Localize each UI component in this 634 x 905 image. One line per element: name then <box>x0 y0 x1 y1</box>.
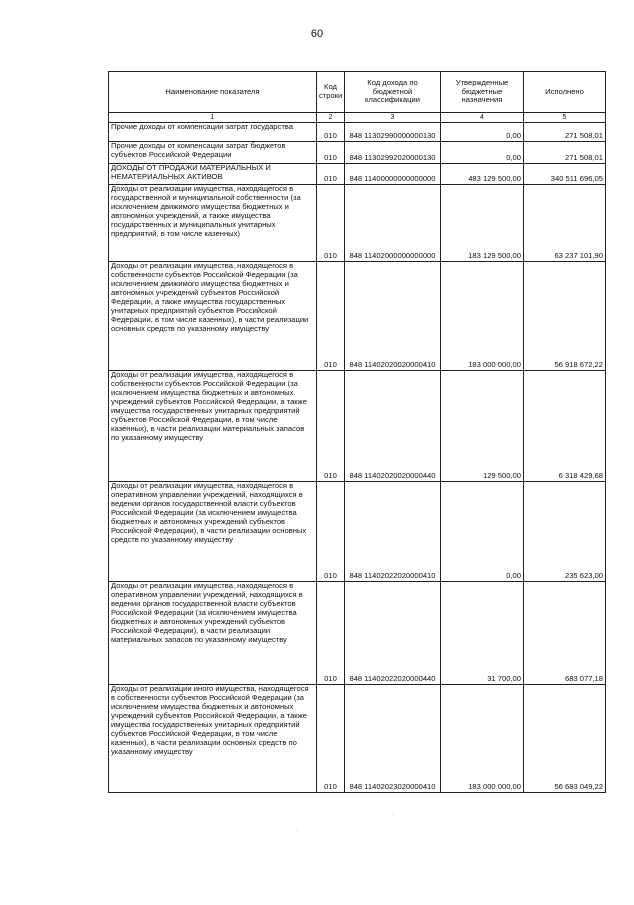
row-income-code: 848 11302990000000130 <box>345 123 441 142</box>
row-income-code: 848 11402023020000410 <box>345 685 441 793</box>
row-name: Прочие доходы от компенсации затрат бюджетов субъектов Российской Федерации <box>109 142 317 164</box>
table-row <box>109 164 606 185</box>
header-name: Наименование показателя <box>109 72 317 113</box>
table-row <box>109 582 606 685</box>
row-line-code: 010 <box>317 582 345 685</box>
row-name: Доходы от реализации имущества, находящегося в собственности субъектов Российской Федерации (за исключением имущества бюджетных и автономных учреждений субъектов Российской Федерации, а также имущества государственных унитарных предприятий субъектов Российской Федерации, в том числе казенных), в части реализации материальных запасов по указанному имуществу <box>109 371 317 482</box>
row-line-code: 010 <box>317 685 345 793</box>
row-executed: 63 237 101,90 <box>524 185 606 262</box>
column-number: 3 <box>345 113 441 123</box>
table-row <box>109 371 606 482</box>
row-executed: 340 511 696,05 <box>524 164 606 185</box>
row-line-code: 010 <box>317 371 345 482</box>
row-income-code: 848 11402022020000440 <box>345 582 441 685</box>
header-line-code: Код строки <box>317 72 345 113</box>
row-line-code: 010 <box>317 262 345 371</box>
header-income-code: Код дохода по бюджетной классификации <box>345 72 441 113</box>
table-row <box>109 185 606 262</box>
row-executed: 56 683 049,22 <box>524 685 606 793</box>
row-income-code: 848 11302992020000130 <box>345 142 441 164</box>
table-header-row <box>109 72 606 113</box>
row-approved: 0,00 <box>441 142 524 164</box>
row-line-code: 010 <box>317 482 345 582</box>
row-income-code: 848 11402020020000440 <box>345 371 441 482</box>
row-approved: 129 500,00 <box>441 371 524 482</box>
row-executed: 271 508,01 <box>524 123 606 142</box>
table-row <box>109 123 606 142</box>
table-row <box>109 262 606 371</box>
row-income-code: 848 11402020020000410 <box>345 262 441 371</box>
row-name: Доходы от реализации имущества, находящегося в государственной и муниципальной собственности (за исключением движимого имущества бюджетных и автономных учреждений, а также имущества государственных и муниципальных унитарных предприятий, в том числе казенных) <box>109 185 317 262</box>
column-number: 5 <box>524 113 606 123</box>
row-approved: 183 129 500,00 <box>441 185 524 262</box>
scan-speck: · <box>392 812 394 818</box>
row-executed: 271 508,01 <box>524 142 606 164</box>
row-line-code: 010 <box>317 123 345 142</box>
page-number: 60 <box>310 28 324 40</box>
row-executed: 6 318 429,68 <box>524 371 606 482</box>
header-executed: Исполнено <box>524 72 606 113</box>
table-row <box>109 482 606 582</box>
row-approved: 0,00 <box>441 123 524 142</box>
row-income-code: 848 11400000000000000 <box>345 164 441 185</box>
row-approved: 183 000 000,00 <box>441 685 524 793</box>
column-number: 2 <box>317 113 345 123</box>
row-approved: 183 000 000,00 <box>441 262 524 371</box>
row-income-code: 848 11402000000000000 <box>345 185 441 262</box>
column-number: 1 <box>109 113 317 123</box>
row-approved: 483 129 500,00 <box>441 164 524 185</box>
row-approved: 31 700,00 <box>441 582 524 685</box>
row-executed: 683 077,18 <box>524 582 606 685</box>
row-executed: 235 623,00 <box>524 482 606 582</box>
row-name: Доходы от реализации имущества, находящегося в оперативном управлении учреждений, находящихся в ведении органов государственной власти субъектов Российской Федерации (за исключением имущества бюджетных и автономных учреждений субъектов Российской Федерации), в части реализации основных средств по указанному имуществу <box>109 482 317 582</box>
column-number-row <box>109 113 606 123</box>
table-row <box>109 685 606 793</box>
row-line-code: 010 <box>317 142 345 164</box>
table-row <box>109 142 606 164</box>
row-name: Доходы от реализации имущества, находящегося в собственности субъектов Российской Федерации (за исключением движимого имущества бюджетных и автономных учреждений субъектов Российской Федерации, а также имущества государственных унитарных предприятий субъектов Российской Федерации, в том числе казенных), в части реализации основных средств по указанному имуществу <box>109 262 317 371</box>
row-name: ДОХОДЫ ОТ ПРОДАЖИ МАТЕРИАЛЬНЫХ И НЕМАТЕРИАЛЬНЫХ АКТИВОВ <box>109 164 317 185</box>
row-name: Прочие доходы от компенсации затрат государства <box>109 123 317 142</box>
row-income-code: 848 11402022020000410 <box>345 482 441 582</box>
header-approved: Утвержденные бюджетные назначения <box>441 72 524 113</box>
row-name: Доходы от реализации иного имущества, находящегося в собственности субъектов Российской Федерации (за исключением имущества бюджетных и автономных учреждений субъектов Российской Федерации, а также имущества государственных унитарных предприятий субъектов Российской Федерации, в том числе казенных), в части реализации основных средств по указанному имуществу <box>109 685 317 793</box>
row-line-code: 010 <box>317 164 345 185</box>
budget-income-table <box>108 71 606 793</box>
row-name: Доходы от реализации имущества, находящегося в оперативном управлении учреждений, находящихся в ведении органов государственной власти субъектов Российской Федерации (за исключением имущества бюджетных и автономных учреждений субъектов Российской Федерации), в части реализации материальных запасов по указанному имуществу <box>109 582 317 685</box>
row-executed: 56 918 672,22 <box>524 262 606 371</box>
scan-speck: · <box>296 828 298 834</box>
column-number: 4 <box>441 113 524 123</box>
row-line-code: 010 <box>317 185 345 262</box>
row-approved: 0,00 <box>441 482 524 582</box>
